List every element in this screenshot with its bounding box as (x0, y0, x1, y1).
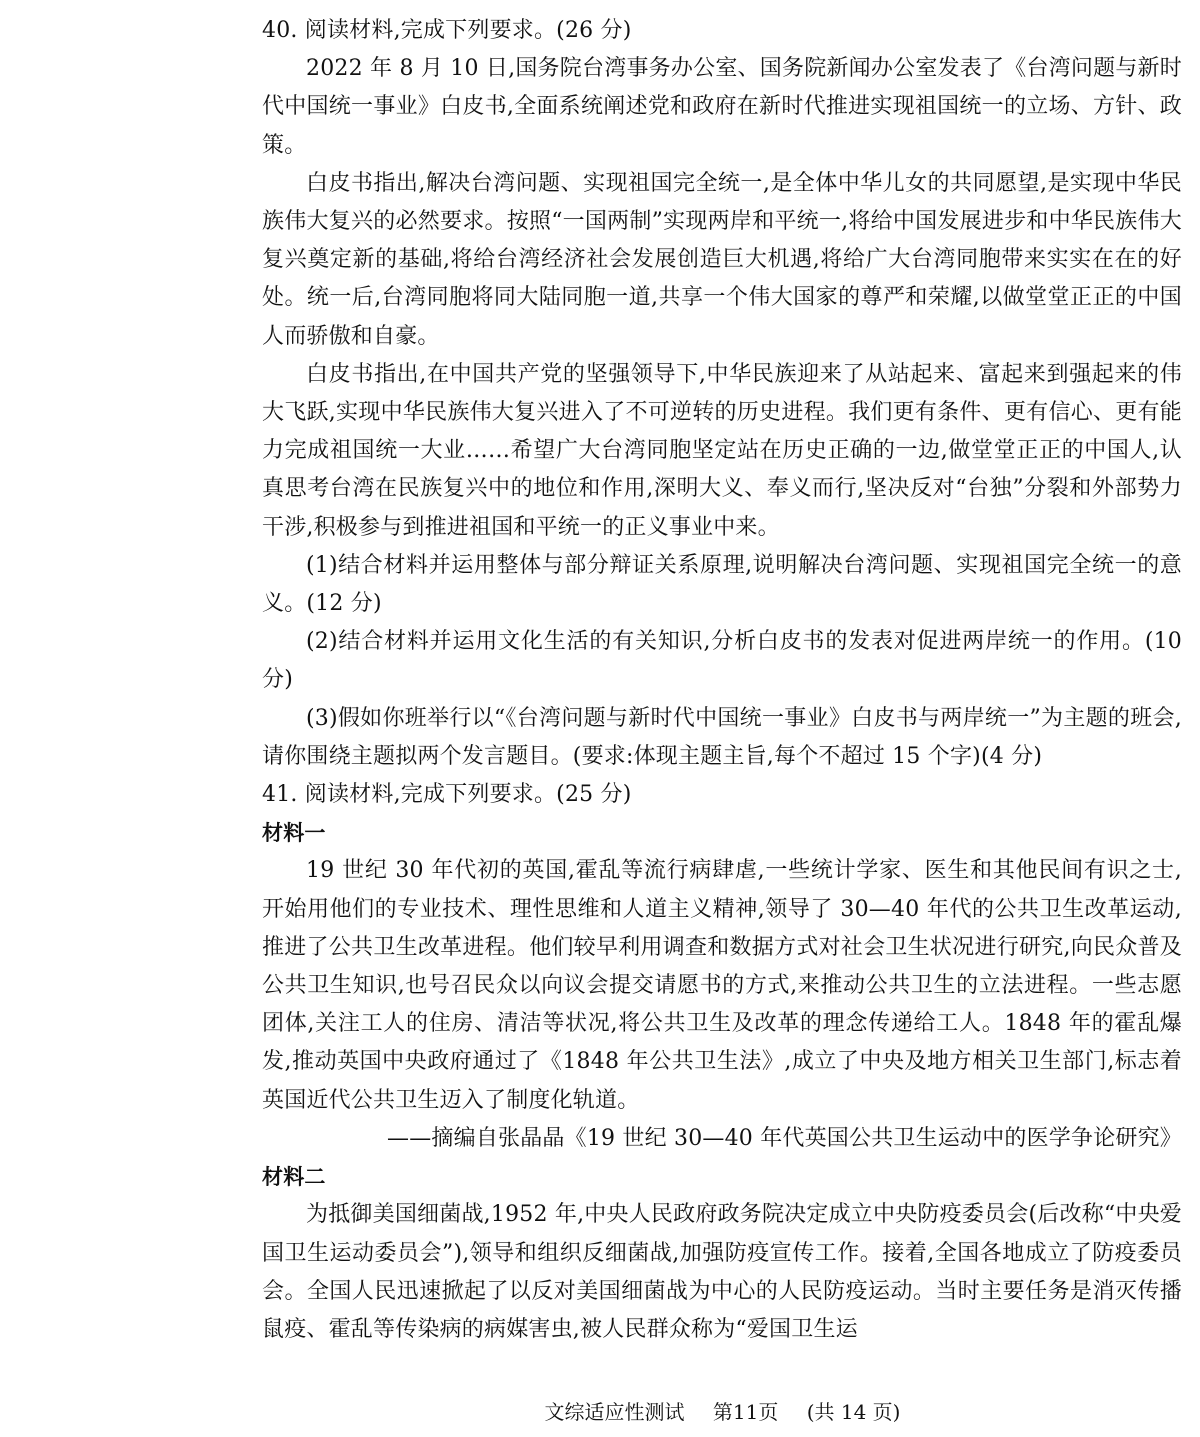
material-1-source: ——摘编自张晶晶《19 世纪 30—40 年代英国公共卫生运动中的医学争论研究》 (387, 1125, 1182, 1151)
exam-page (262, 12, 1182, 1349)
q40-sub-question-2: (2)结合材料并运用文化生活的有关知识,分析白皮书的发表对促进两岸统一的作用。(10 分) (262, 629, 1182, 693)
material-1-text: 19 世纪 30 年代初的英国,霍乱等流行病肆虐,一些统计学家、医生和其他民间有识之士,开始用他们的专业技术、理性思维和人道主义精神,领导了 30—40 年代的公共卫生改革运动,推进了公共卫生改革进程。他们较早利用调查和数据方式对社会卫生状况进行研究,向民众普及公共卫生知识,也号召民众以向议会提交请愿书的方式,来推动公共卫生的立法进程。一些志愿团体,关注工人的住房、清洁等状况,将公共卫生及改革的理念传递给工人。1848 年的霍乱爆发,推动英国中央政府通过了《1848 年公共卫生法》,成立了中央及地方相关卫生部门,标志着英国近代公共卫生迈入了制度化轨道。 (262, 858, 1182, 1113)
q40-paragraph-1: 2022 年 8 月 10 日,国务院台湾事务办公室、国务院新闻办公室发表了《台湾问题与新时代中国统一事业》白皮书,全面系统阐述党和政府在新时代推进实现祖国统一的立场、方针、政策。 (262, 56, 1182, 158)
question-41-title: 41. 阅读材料,完成下列要求。(25 分) (262, 782, 632, 808)
q40-paragraph-2: 白皮书指出,解决台湾问题、实现祖国完全统一,是全体中华儿女的共同愿望,是实现中华民族伟大复兴的必然要求。按照“一国两制”实现两岸和平统一,将给中国发展进步和中华民族伟大复兴奠定新的基础,将给台湾经济社会发展创造巨大机遇,将给广大台湾同胞带来实实在在的好处。统一后,台湾同胞将同大陆同胞一道,共享一个伟大国家的尊严和荣耀,以做堂堂正正的中国人而骄傲和自豪。 (262, 170, 1182, 349)
material-2-text: 为抵御美国细菌战,1952 年,中央人民政府政务院决定成立中央防疫委员会(后改称“中央爱国卫生运动委员会”),领导和组织反细菌战,加强防疫宣传工作。接着,全国各地成立了防疫委员会。全国人民迅速掀起了以反对美国细菌战为中心的人民防疫运动。当时主要任务是消灭传播鼠疫、霍乱等传染病的病媒害虫,被人民群众称为“爱国卫生运 (262, 1202, 1182, 1342)
question-40-title: 40. 阅读材料,完成下列要求。(26 分) (262, 18, 632, 43)
footer-exam-name: 文综适应性测试 (544, 1400, 685, 1424)
footer-page-number: 第11页 (712, 1400, 779, 1424)
material-2-heading: 材料二 (262, 1165, 326, 1190)
q40-sub-question-1: (1)结合材料并运用整体与部分辩证关系原理,说明解决台湾问题、实现祖国完全统一的意义。(12 分) (262, 552, 1182, 617)
page-footer (0, 1397, 1200, 1427)
footer-page-total: (共 14 页) (806, 1400, 901, 1424)
q40-paragraph-3: 白皮书指出,在中国共产党的坚强领导下,中华民族迎来了从站起来、富起来到强起来的伟大飞跃,实现中华民族伟大复兴进入了不可逆转的历史进程。我们更有条件、更有信心、更有能力完成祖国统一大业……希望广大台湾同胞坚定站在历史正确的一边,做堂堂正正的中国人,认真思考台湾在民族复兴中的地位和作用,深明大义、奉义而行,坚决反对“台独”分裂和外部势力干涉,积极参与到推进祖国和平统一的正义事业中来。 (262, 361, 1182, 540)
material-1-heading: 材料一 (262, 821, 326, 846)
q40-sub-question-3: (3)假如你班举行以“《台湾问题与新时代中国统一事业》白皮书与两岸统一”为主题的班会,请你围绕主题拟两个发言题目。(要求:体现主题主旨,每个不超过 15 个字)(4 分) (262, 705, 1182, 769)
